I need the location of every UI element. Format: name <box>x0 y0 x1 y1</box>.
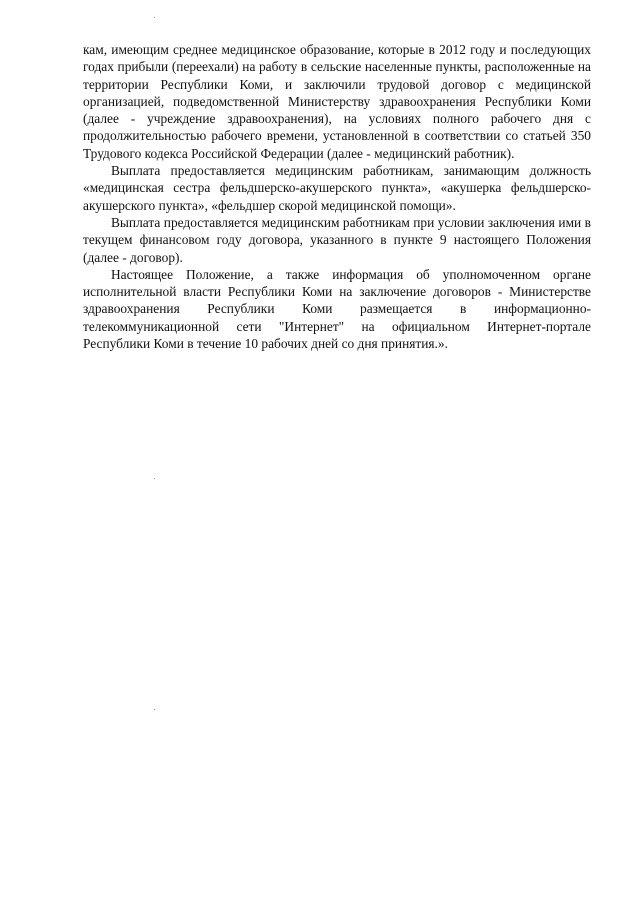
scan-speck <box>154 709 155 710</box>
paragraph-publication: Настоящее Положение, а также информация об уполномоченном органе исполнительной власти Республики Коми на заключение договоров - Министерстве здравоохранения Республики Коми размещается в информационно-телекоммуникационной сети "Интернет" на официальном Интернет-портале Республики Коми в течение 10 рабочих дней со дня принятия.». <box>83 266 591 352</box>
scan-speck <box>154 478 155 479</box>
paragraph-positions: Выплата предоставляется медицинским работникам, занимающим должность «медицинская сестра фельдшерско-акушерского пункта», «акушерка фельдшерско-акушерского пункта», «фельдшер скорой медицинской помощи». <box>83 163 591 213</box>
paragraph-contract-condition: Выплата предоставляется медицинским работникам при условии заключения ими в текущем финансовом году договора, указанного в пункте 9 настоящего Положения (далее - договор). <box>83 214 591 265</box>
paragraph-continuation: кам, имеющим среднее медицинское образование, которые в 2012 году и последующих годах прибыли (переехали) на работу в сельские населенные пункты, расположенные на территории Республики Коми, и заключили трудовой договор с медицинской организацией, подведомственной Министерству здравоохранения Республики Коми (далее - учреждение здравоохранения), на условиях полного рабочего дня с продолжительностью рабочего времени, установленной в соответствии со статьей 350 Трудового кодекса Российской Федерации (далее - медицинский работник). <box>83 42 591 161</box>
scan-speck <box>154 17 155 18</box>
document-body <box>83 41 591 352</box>
